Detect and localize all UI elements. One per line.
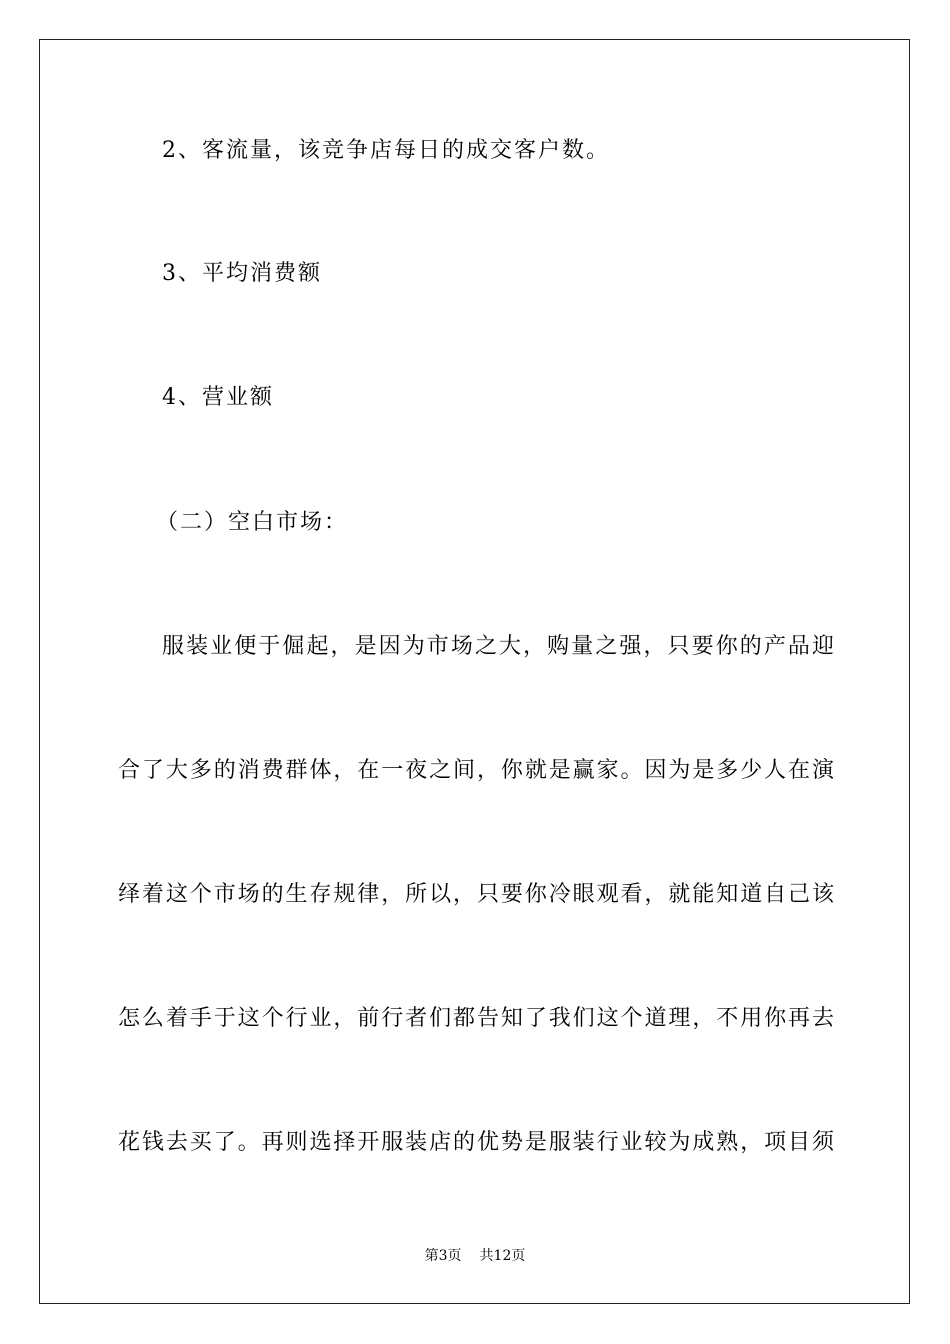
list-item-average-spend: 3、平均消费额 bbox=[162, 261, 322, 286]
paragraph-line-2: 合了大多的消费群体，在一夜之间，你就是赢家。因为是多少人在演 bbox=[118, 758, 834, 783]
paragraph-line-3: 绎着这个市场的生存规律，所以，只要你冷眼观看，就能知道自己该 bbox=[118, 882, 834, 907]
paragraph-line-1: 服装业便于倔起，是因为市场之大，购量之强，只要你的产品迎 bbox=[162, 634, 834, 659]
list-item-customer-flow: 2、客流量，该竞争店每日的成交客户数。 bbox=[162, 138, 610, 163]
page-border bbox=[39, 39, 910, 1304]
list-item-revenue: 4、营业额 bbox=[162, 385, 274, 410]
section-heading-blank-market: （二）空白市场： bbox=[156, 510, 349, 535]
page-number-total: 共12页 bbox=[479, 1248, 526, 1264]
page-number-current: 第3页 bbox=[424, 1248, 462, 1264]
page-footer bbox=[0, 1246, 950, 1266]
paragraph-line-4: 怎么着手于这个行业，前行者们都告知了我们这个道理，不用你再去 bbox=[118, 1006, 834, 1031]
paragraph-line-5: 花钱去买了。再则选择开服装店的优势是服装行业较为成熟，项目须 bbox=[118, 1130, 834, 1155]
